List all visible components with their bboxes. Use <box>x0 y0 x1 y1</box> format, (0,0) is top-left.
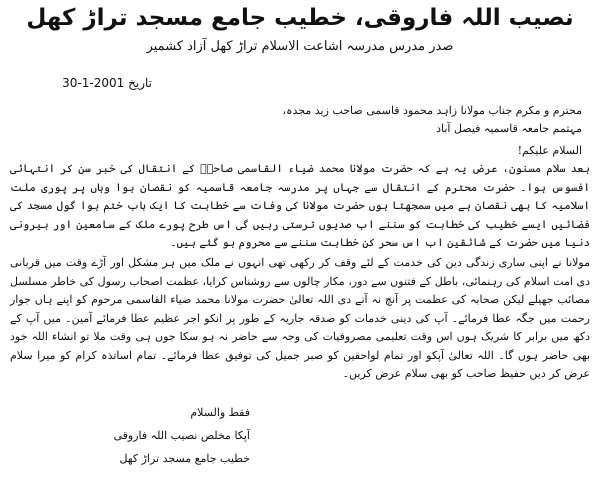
body-paragraph-2: مولانا نے اپنی ساری زندگی دین کی خدمت کے لئے وقف کر رکھی تھی انہوں نے ملک میں ہر مشکل اور آڑے وقت میں قربانی دی امت اسلام کی رہنمائی، باطل کے فتنوں سے دور، مکار چالوں سے روشناس کرایا، عظمت اصحاب رسول کی خاطر مسلسل مصائب جھیلے لیکن صحابہ کی عظمت پر آنچ نہ آنے دی اللہ تعالیٰ حضرت مولانا محمد ضیاء القاسمی مرحوم کو اپنے ہاں جوار رحمت میں جگہ عطا فرمائے۔ آپ کی دینی خدمات کو صدقہ جاریہ کے طور پر انکو اجر عظیم عطا فرمائے آمین۔ میں آپ کے دکھ میں برابر کا شریک ہوں اس وقت تعلیمی مصروفیات کی وجہ سے حاضر نہ ہو سکا جوں ہی وقت ملا تو انشاء اللہ خود بھی حاضر ہوں گا۔ اللہ تعالیٰ آپکو اور تمام لواحقین کو صبر جمیل کی توفیق عطا فرمائے۔ تمام اساتذہ کرام کو میرا سلام عرض کر دیں حفیظ صاحب کو بھی سلام عرض کریں۔ <box>10 256 590 380</box>
letter-date <box>62 74 152 92</box>
letter-title: نصیب اللہ فاروقی، خطیب جامع مسجد تراڑ کھل <box>26 5 574 31</box>
addressee: محترم و مکرم جناب مولانا زاہد محمود قاسمی صاحب زید مجدہ، مہتمم جامعہ قاسمیہ فیصل آباد <box>282 104 582 135</box>
date-label: تاریخ <box>128 76 152 90</box>
date-value: 30-1-2001 <box>62 76 125 90</box>
body-paragraph-1: بعد سلام مسنون، عرض یہ ہے کہ حضرت مولانا محمد ضیاء القاسمی صاحبؒ کے انتقال کی خبر سن کر انتہائی افسوس ہوا۔ حضرت محترم کے انتقال سے جہاں پر مدرسہ جامعہ قاسمیہ کو نقصان ہوا وہاں پر پوری ملت اسلامیہ کا بھی نقصان ہے میں سمجھتا ہوں حضرت مولانا کی وفات سے خطابت کا ایک باب ختم ہوا گول مسجد کی فضائیں ایسے خطیب کی خطابت کو سننے اب صدیوں ترستی رہیں گی اس طرح پورے ملک کے سامعین اور بیرونی دنیا میں حضرت کے شائقین اب اس سحر کن خطابت سننے سے محروم ہو گئے ہیں۔ <box>10 162 590 249</box>
closing-regards: فقط والسلام <box>190 406 250 419</box>
signer-title: خطیب جامع مسجد تراڑ کھل <box>119 452 250 465</box>
salutation: السلام علیکم! <box>517 144 582 157</box>
signer-name: آپکا مخلص نصیب اللہ فاروقی <box>113 429 250 442</box>
closing-signature <box>100 401 250 470</box>
letter-subtitle: صدر مدرس مدرسہ اشاعت الاسلام تراڑ کھل آزاد کشمیر <box>146 39 454 54</box>
